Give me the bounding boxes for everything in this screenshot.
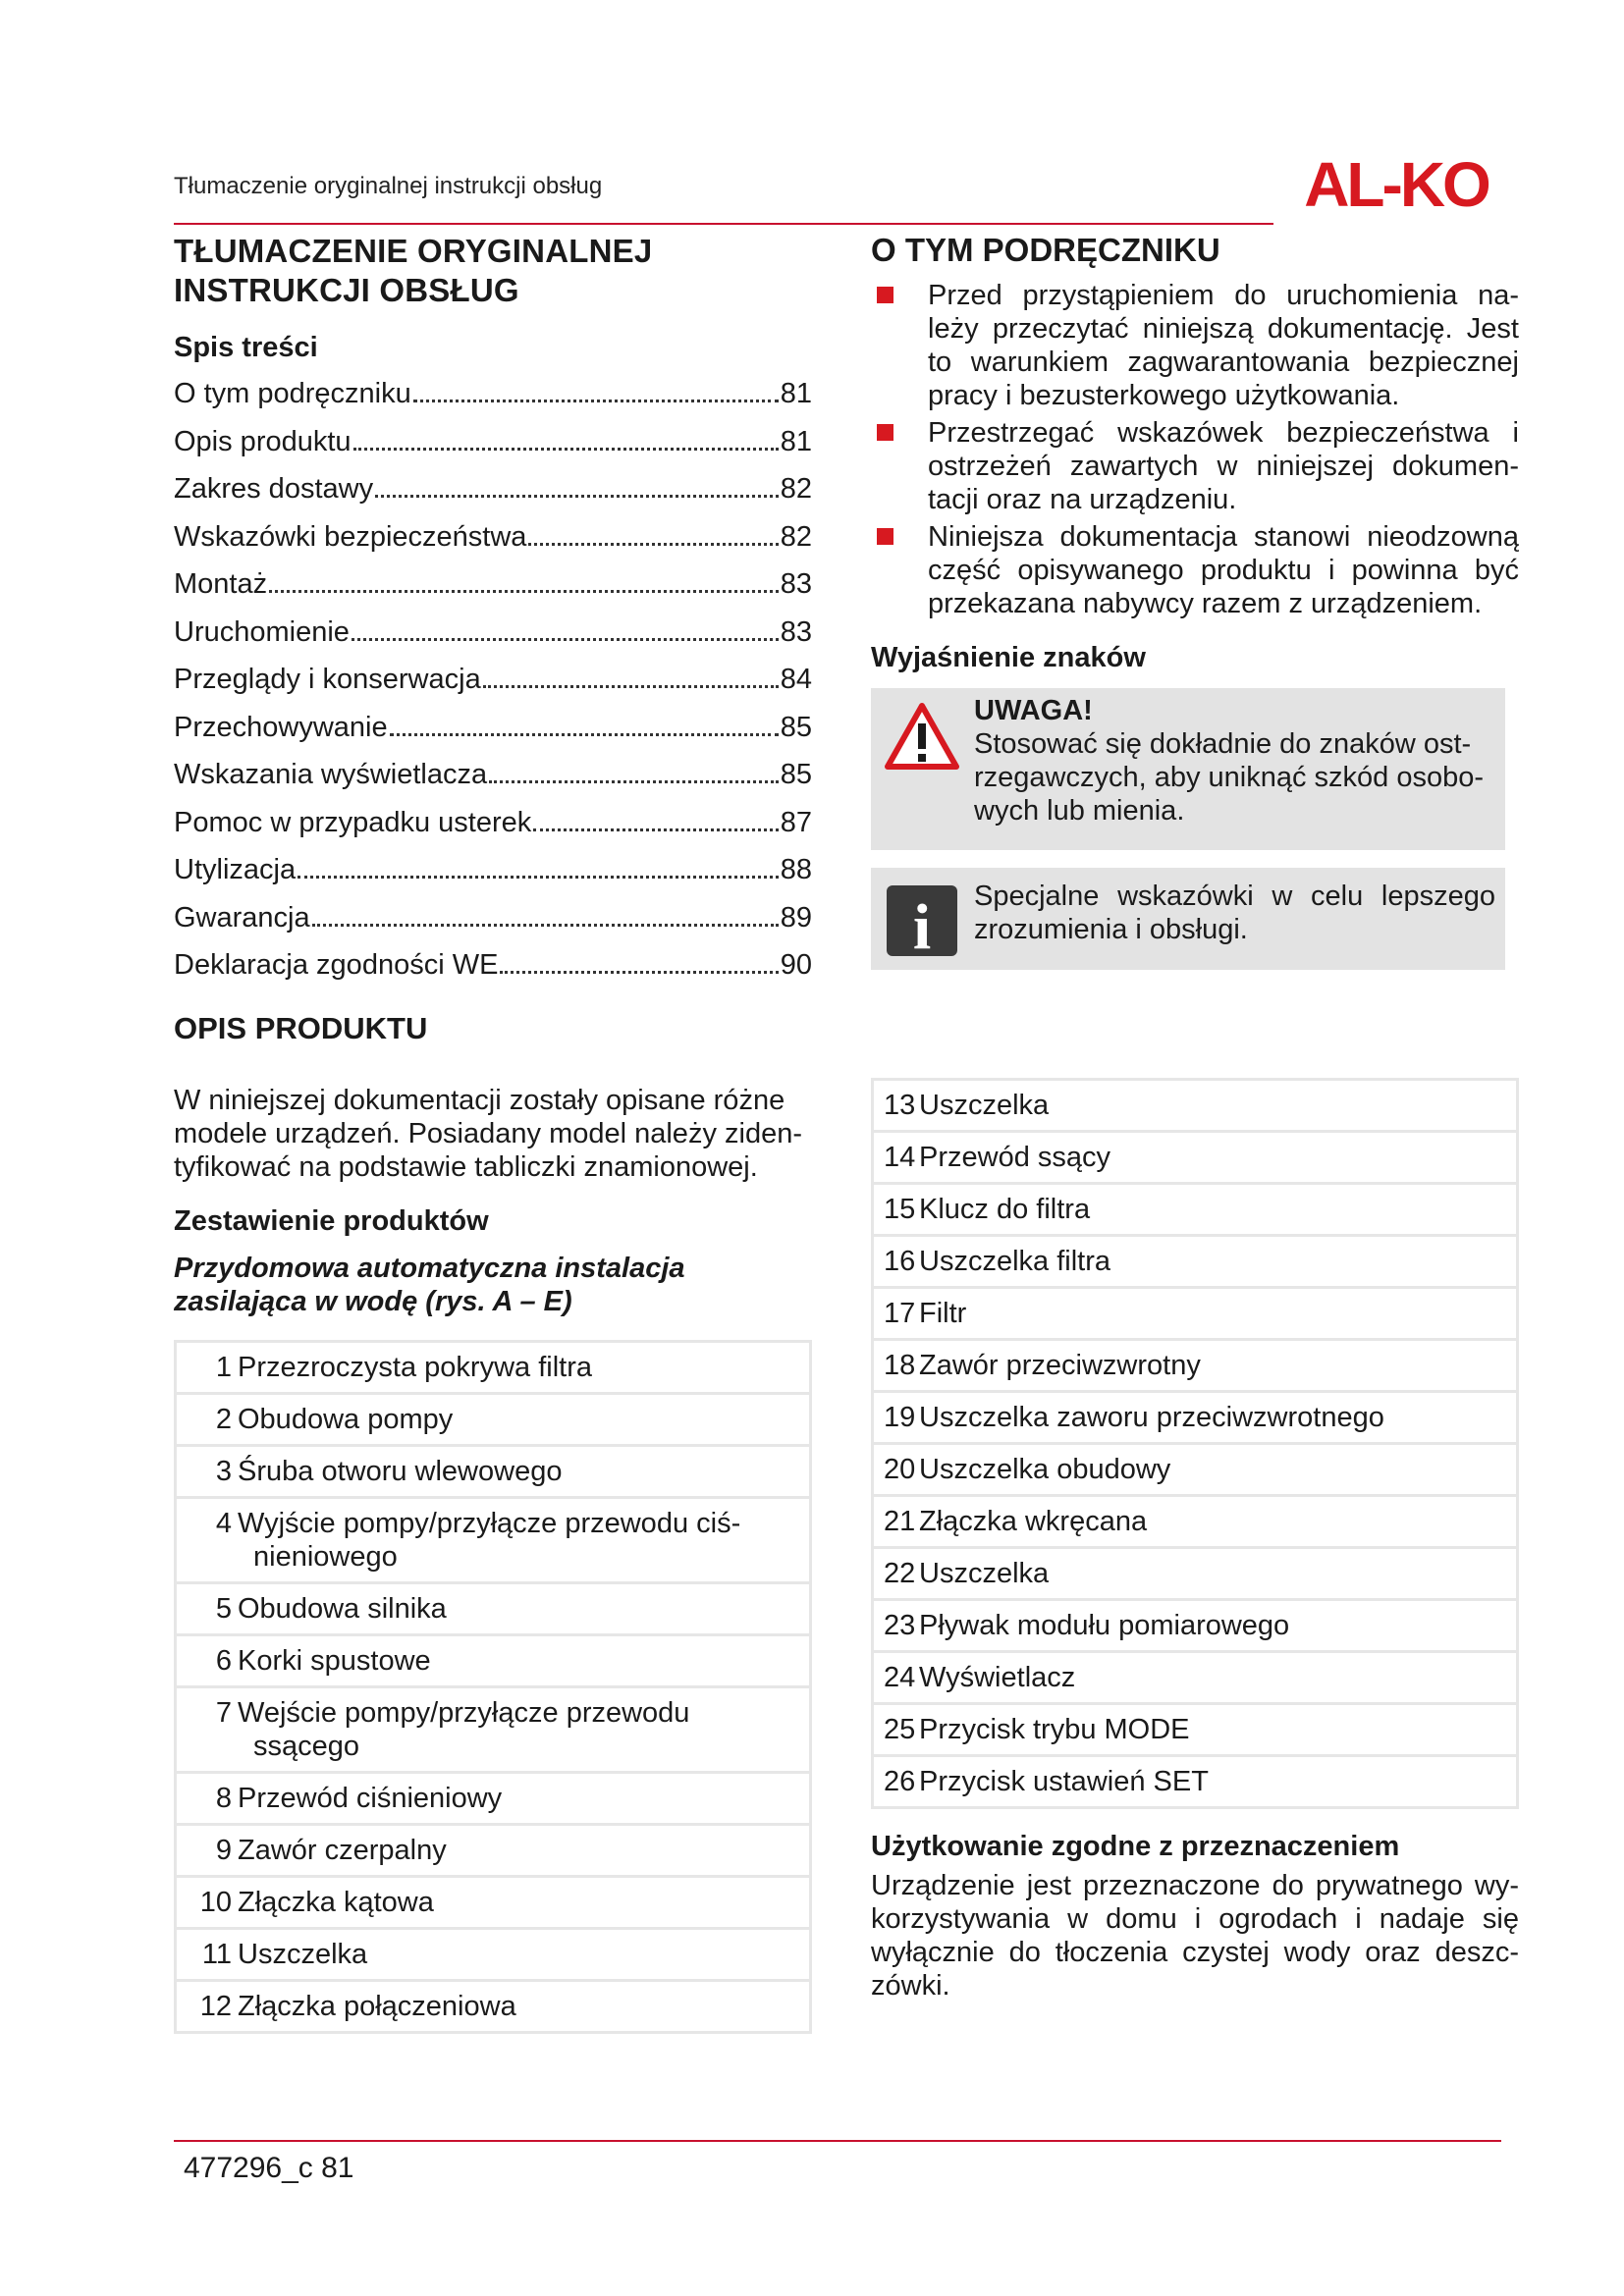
toc-entry-page: 81: [780, 378, 812, 409]
parts-table-left: [174, 1340, 812, 2034]
warning-title: UWAGA!: [974, 695, 1093, 726]
part-name: Uszczelka zaworu przeciwzwrotnego: [919, 1402, 1384, 1433]
part-name: Przycisk ustawień SET: [919, 1766, 1209, 1797]
part-number: 24: [884, 1662, 916, 1693]
info-line: Specjalne wskazówki w celu lepszego: [974, 881, 1495, 912]
toc-entry-page: 85: [780, 759, 812, 790]
toc-entry-title: Utylizacja: [174, 854, 297, 885]
part-name: Uszczelka: [919, 1090, 1050, 1121]
toc-leader-dots: [500, 971, 778, 974]
usage-paragraph: [871, 1869, 1519, 2002]
toc-entry[interactable]: [174, 656, 812, 704]
parts-row: [874, 1185, 1516, 1237]
part-number: 25: [884, 1714, 916, 1745]
part-number: 11: [201, 1938, 232, 1970]
parts-row: [874, 1705, 1516, 1757]
toc-entry-title: Opis produktu: [174, 425, 352, 457]
bullet-line: tacji oraz na urządzeniu.: [928, 484, 1237, 515]
part-number: 13: [884, 1090, 916, 1121]
toc-entry[interactable]: [174, 751, 812, 799]
toc-entry-title: Zakres dostawy: [174, 473, 374, 505]
toc-entry-title: Wskazania wyświetlacza: [174, 759, 488, 790]
parts-row: [874, 1393, 1516, 1445]
toc-entry-page: 89: [780, 901, 812, 934]
toc-leader-dots: [390, 733, 779, 736]
toc-entry-title: Przeglądy i konserwacja: [174, 664, 481, 695]
parts-row: [874, 1081, 1516, 1133]
toc-entry[interactable]: [174, 704, 812, 752]
toc-leader-dots: [312, 924, 779, 927]
products-heading: Zestawienie produktów: [174, 1204, 489, 1237]
toc-entry-page: 83: [780, 568, 812, 600]
products-subheading-line: Przydomowa automatyczna instalacja: [174, 1252, 685, 1284]
toc-leader-dots: [298, 876, 779, 879]
part-name: Wejście pompy/przyłącze przewodu: [238, 1696, 690, 1729]
parts-row: [177, 1636, 809, 1688]
red-square-bullet-icon: [877, 424, 893, 441]
warning-box: [871, 688, 1505, 850]
toc-leader-dots: [269, 590, 779, 593]
parts-row: [177, 1447, 809, 1499]
toc-entry[interactable]: [174, 846, 812, 894]
part-name: Pływak modułu pomiarowego: [919, 1610, 1290, 1641]
parts-row: [874, 1237, 1516, 1289]
toc-entry[interactable]: [174, 894, 812, 942]
parts-row: [177, 1395, 809, 1447]
part-name: Obudowa pompy: [238, 1403, 454, 1435]
toc-entry-title: Uruchomienie: [174, 615, 350, 648]
part-name: Przycisk trybu MODE: [919, 1714, 1190, 1745]
part-name-continued: nieniowego: [253, 1540, 398, 1573]
part-number: 19: [884, 1402, 916, 1433]
part-name: Obudowa silnika: [238, 1592, 447, 1625]
bullet-line: leży przeczytać niniejszą dokumentację. Jest: [928, 313, 1519, 345]
toc-leader-dots: [489, 780, 779, 783]
part-number: 15: [884, 1194, 916, 1225]
part-name: Śruba otworu wlewowego: [238, 1455, 563, 1487]
toc-leader-dots: [352, 638, 779, 641]
parts-row: [874, 1497, 1516, 1549]
toc-entry-page: 83: [780, 615, 812, 648]
footer-doc-number: 477296_c 81: [184, 2152, 354, 2184]
bullet-line: Przed przystąpieniem do uruchomienia na-: [928, 280, 1519, 311]
part-number: 6: [215, 1644, 232, 1677]
toc-entry-page: 90: [780, 949, 812, 981]
bullet-line: to warunkiem zagwarantowania bezpiecznej: [928, 347, 1519, 378]
warning-line: rzegawczych, aby uniknąć szkód osobo-: [974, 762, 1485, 793]
toc-leader-dots: [375, 495, 779, 498]
product-intro-line: tyfikować na podstawie tabliczki znamionowej.: [174, 1150, 758, 1183]
parts-row: [177, 1774, 809, 1826]
toc-entry[interactable]: [174, 465, 812, 513]
title-line-1: TŁUMACZENIE ORYGINALNEJ: [174, 233, 653, 269]
parts-row: [177, 1878, 809, 1930]
part-name-continued: ssącego: [253, 1730, 360, 1762]
part-number: 12: [199, 1990, 232, 2022]
part-number: 23: [884, 1610, 916, 1641]
part-number: 2: [215, 1403, 232, 1435]
warning-line: Stosować się dokładnie do znaków ost-: [974, 728, 1472, 760]
part-name: Uszczelka filtra: [919, 1246, 1110, 1277]
toc-entry-page: 81: [780, 425, 812, 457]
part-number: 5: [215, 1592, 232, 1625]
parts-row: [177, 1982, 809, 2031]
part-name: Przezroczysta pokrywa filtra: [238, 1351, 592, 1383]
warning-line: wych lub mienia.: [974, 795, 1185, 827]
bullet-line: pracy i bezusterkowego użytkowania.: [928, 380, 1400, 411]
product-intro: [174, 1084, 812, 1184]
part-number: 20: [884, 1454, 916, 1485]
part-name: Wyświetlacz: [919, 1662, 1076, 1693]
part-number: 18: [884, 1350, 916, 1381]
parts-row: [874, 1341, 1516, 1393]
toc-entry-title: Montaż: [174, 568, 268, 600]
usage-line: zówki.: [871, 1970, 950, 2002]
part-name: Złączka kątowa: [238, 1886, 434, 1918]
toc-leader-dots: [353, 448, 779, 451]
part-name: Przewód ciśnieniowy: [238, 1782, 503, 1814]
toc-entry[interactable]: [174, 561, 812, 609]
parts-row: [874, 1133, 1516, 1185]
part-name: Klucz do filtra: [919, 1194, 1091, 1225]
parts-row: [177, 1826, 809, 1878]
toc-entry-title: O tym podręczniku: [174, 378, 411, 409]
parts-row: [874, 1653, 1516, 1705]
parts-row: [177, 1930, 809, 1982]
toc-entry-title: Przechowywanie: [174, 711, 388, 743]
toc-entry-page: 82: [780, 520, 812, 553]
toc-entry[interactable]: [174, 513, 812, 561]
red-square-bullet-icon: [877, 287, 893, 303]
about-heading: O TYM PODRĘCZNIKU: [871, 232, 1220, 268]
toc-leader-dots: [483, 685, 779, 688]
toc-entry[interactable]: [174, 941, 812, 989]
header-rule: [174, 223, 1273, 225]
product-heading: OPIS PRODUKTU: [174, 1010, 428, 1045]
footer-rule: [174, 2140, 1501, 2142]
left-column: [174, 228, 812, 2034]
part-number: 1: [215, 1351, 232, 1383]
parts-row: [874, 1549, 1516, 1601]
info-line: zrozumienia i obsługi.: [974, 914, 1248, 945]
part-name: Uszczelka: [919, 1558, 1050, 1589]
usage-line: wyłącznie do tłoczenia czystej wody oraz deszc-: [871, 1937, 1519, 1968]
part-name: Korki spustowe: [238, 1644, 431, 1677]
bullet-item: [871, 520, 1519, 620]
part-number: 26: [884, 1766, 916, 1797]
bullet-line: Przestrzegać wskazówek bezpieczeństwa i: [928, 417, 1519, 449]
parts-row: [874, 1289, 1516, 1341]
products-subheading: [174, 1252, 812, 1318]
toc-heading: Spis treści: [174, 332, 318, 363]
warning-triangle-icon: [885, 702, 959, 771]
toc-leader-dots: [528, 543, 778, 546]
logo-text: AL-KO: [1304, 149, 1489, 218]
document-title: [174, 232, 812, 310]
symbols-heading: Wyjaśnienie znaków: [871, 642, 1146, 673]
about-bullets: [871, 279, 1519, 620]
info-icon: [887, 885, 957, 956]
info-box: [871, 868, 1505, 970]
title-line-2: INSTRUKCJI OBSŁUG: [174, 272, 519, 308]
part-name: Filtr: [919, 1298, 967, 1329]
parts-row: [177, 1584, 809, 1636]
part-number: 7: [215, 1696, 232, 1729]
toc-entry-page: 88: [780, 854, 812, 885]
part-name: Uszczelka: [238, 1938, 368, 1970]
bullet-item: [871, 416, 1519, 516]
toc-entry[interactable]: [174, 418, 812, 466]
part-name: Złączka połączeniowa: [238, 1990, 516, 2022]
products-subheading-line: zasilająca w wodę (rys. A – E): [174, 1285, 572, 1317]
toc-entry[interactable]: [174, 609, 812, 657]
usage-heading: Użytkowanie zgodne z przeznaczeniem: [871, 1831, 1400, 1862]
part-number: 10: [199, 1886, 232, 1918]
part-number: 16: [884, 1246, 916, 1277]
parts-row: [874, 1601, 1516, 1653]
part-number: 9: [215, 1834, 232, 1866]
toc-entry-title: Wskazówki bezpieczeństwa: [174, 520, 527, 553]
alko-logo: [1288, 149, 1504, 218]
part-name: Złączka wkręcana: [919, 1506, 1148, 1537]
part-name: Przewód ssący: [919, 1142, 1111, 1173]
parts-row: [177, 1343, 809, 1395]
part-number: 21: [884, 1506, 916, 1537]
part-number: 14: [884, 1142, 916, 1173]
info-icon-letter: i: [912, 891, 932, 956]
part-name: Zawór przeciwzwrotny: [919, 1350, 1201, 1381]
bullet-item: [871, 279, 1519, 412]
part-name: Zawór czerpalny: [238, 1834, 447, 1866]
bullet-line: Niniejsza dokumentacja stanowi nieodzowną: [928, 521, 1519, 553]
usage-line: korzystywania w domu i ogrodach i nadaje się: [871, 1903, 1519, 1935]
bullet-line: przekazana nabywcy razem z urządzeniem.: [928, 588, 1483, 619]
toc-entry-page: 85: [780, 711, 812, 743]
bullet-line: ostrzeżeń zawartych w niniejszej dokumen-: [928, 451, 1519, 482]
part-number: 3: [215, 1455, 232, 1487]
parts-row: [874, 1445, 1516, 1497]
parts-row: [177, 1688, 809, 1774]
toc-entry-page: 84: [780, 664, 812, 695]
bullet-line: część opisywanego produktu i powinna być: [928, 555, 1519, 586]
toc-leader-dots: [413, 400, 779, 402]
toc-entry-title: Pomoc w przypadku usterek: [174, 806, 532, 838]
header-subtitle: Tłumaczenie oryginalnej instrukcji obsług: [174, 173, 603, 199]
part-number: 17: [884, 1298, 916, 1329]
toc-entry-title: Gwarancja: [174, 901, 310, 934]
toc-entry-page: 82: [780, 473, 812, 505]
part-name: Wyjście pompy/przyłącze przewodu ciś-: [238, 1507, 741, 1539]
table-of-contents: [174, 370, 812, 989]
part-number: 4: [215, 1507, 232, 1539]
right-column: [871, 228, 1519, 2002]
product-intro-line: W niniejszej dokumentacji zostały opisane różne: [174, 1084, 785, 1116]
parts-row: [874, 1757, 1516, 1806]
product-intro-line: modele urządzeń. Posiadany model należy ziden-: [174, 1117, 802, 1149]
part-number: 8: [215, 1782, 232, 1814]
toc-entry-page: 87: [780, 806, 812, 838]
toc-entry[interactable]: [174, 799, 812, 847]
toc-leader-dots: [533, 828, 778, 831]
part-number: 22: [884, 1558, 916, 1589]
parts-table-right: [871, 1078, 1519, 1809]
usage-line: Urządzenie jest przeznaczone do prywatnego wy-: [871, 1870, 1519, 1901]
red-square-bullet-icon: [877, 528, 893, 545]
part-name: Uszczelka obudowy: [919, 1454, 1171, 1485]
parts-row: [177, 1499, 809, 1584]
toc-entry[interactable]: [174, 370, 812, 418]
toc-entry-title: Deklaracja zgodności WE: [174, 949, 499, 981]
